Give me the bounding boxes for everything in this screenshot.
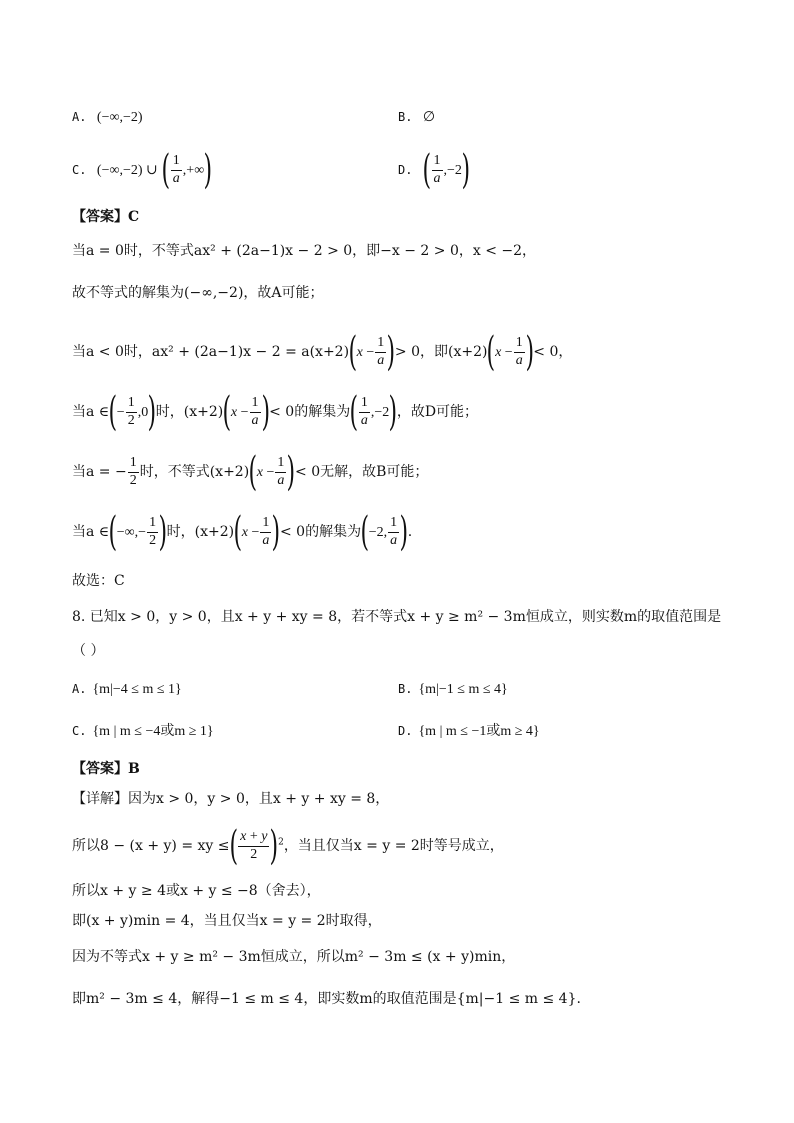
q7-detail-line-6: 当a ∈(−∞,− $\frac{1}{2}$ )时，(x+2)(x − $\frac{1}{a}$ )< 0的解集为(−2, $\frac{1}{a}$ ). (72, 509, 413, 555)
q8-paren: （ ） (72, 643, 105, 659)
q7-detail-line-4: 当a ∈(− $\frac{1}{2}$ ,0)时，(x+2)(x − $\frac{1}{a}$ )< 0的解集为( $\frac{1}{a}$ ,−2)，故D可能； (72, 389, 479, 435)
option-d: D. ( $\frac{1}{a}$ ,−2) (398, 147, 471, 193)
q8-detail-line-3: 所以x + y ≥ 4或x + y ≤ −8（舍去）， (72, 883, 321, 899)
q8-option-c: C. {m | m ≤ −4或m ≥ 1} (72, 724, 214, 739)
q7-select: 故选：C (72, 573, 125, 589)
q8-detail-line-6: 即m² − 3m ≤ 4，解得−1 ≤ m ≤ 4，即实数m的取值范围是{m|−1 ≤ m ≤ 4}. (72, 991, 581, 1007)
q7-detail-line-1: 当a = 0时，不等式ax² + (2a−1)x − 2 > 0，即−x − 2 > 0，x < −2， (72, 243, 537, 259)
q8-stem: 8. 已知x > 0，y > 0，且x + y + xy = 8，若不等式x + y ≥ m² − 3m恒成立，则实数m的取值范围是 (72, 609, 722, 625)
q7-detail-line-5: 当a = − $\frac{1}{2}$ 时，不等式(x+2)(x − $\frac{1}{a}$ )< 0无解，故B可能； (72, 449, 429, 495)
q8-detail-line-5: 因为不等式x + y ≥ m² − 3m恒成立，所以m² − 3m ≤ (x + y)min， (72, 949, 516, 965)
q8-detail-line-4: 即(x + y)min = 4，当且仅当x = y = 2时取得， (72, 913, 382, 929)
q7-detail-line-3: 当a < 0时，ax² + (2a−1)x − 2 = a(x+2)(x − $\frac{1}{a}$ )> 0，即(x+2)(x − $\frac{1}{a}$ )< 0， (72, 329, 573, 375)
q7-detail-line-2: 故不等式的解集为(−∞,−2)，故A可能； (72, 285, 324, 301)
q8-detail-line-2: 所以8 − (x + y) = xy ≤( $\frac{x + y}{2}$ )$^2$，当且仅当x = y = 2时等号成立， (72, 823, 504, 869)
option-c: C. (−∞,−2) ∪ ( $\frac{1}{a}$ ,+∞) (72, 147, 213, 193)
q8-detail-line-1: 【详解】因为x > 0，y > 0，且x + y + xy = 8， (72, 791, 390, 807)
option-a: A. (−∞,−2) (72, 110, 143, 125)
q7-answer: 【答案】C (72, 209, 140, 225)
q8-answer: 【答案】B (72, 761, 140, 777)
q8-option-b: B. {m|−1 ≤ m ≤ 4} (398, 682, 508, 697)
q8-option-d: D. {m | m ≤ −1或m ≥ 4} (398, 724, 540, 739)
q8-option-a: A. {m|−4 ≤ m ≤ 1} (72, 682, 182, 697)
option-b: B. ∅ (398, 110, 436, 125)
